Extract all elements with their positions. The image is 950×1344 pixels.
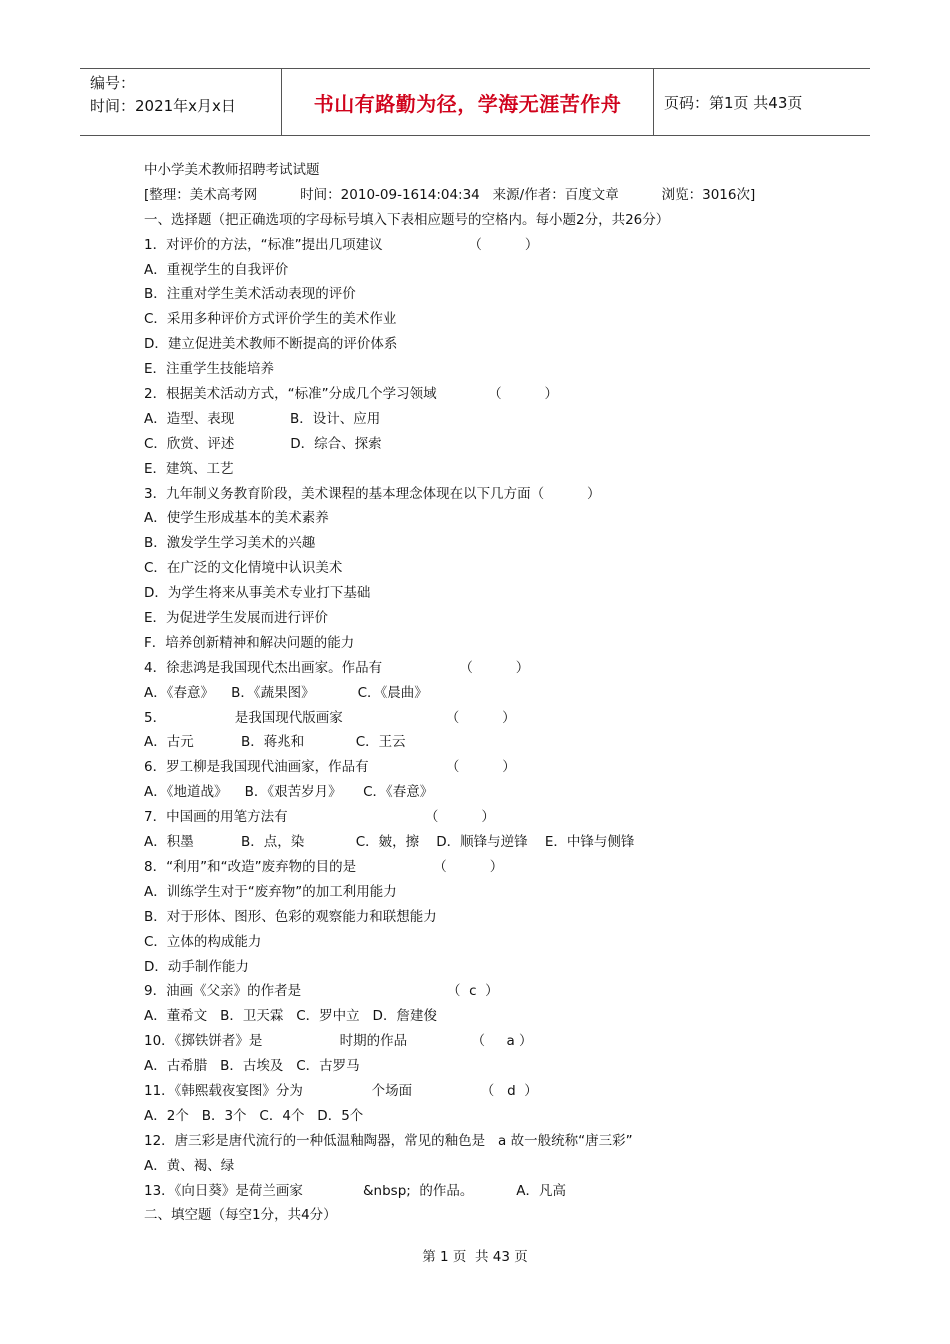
- document-line: C．欣赏、评述 D．综合、探索: [144, 435, 382, 452]
- document-line: A．《地道战》 B．《艰苦岁月》 C．《春意》: [144, 784, 434, 801]
- document-line: C．采用多种评价方式评价学生的美术作业: [144, 311, 397, 328]
- document-line: B．对于形体、图形、色彩的观察能力和联想能力: [144, 908, 437, 925]
- document-line: 2．根据美术活动方式，“标准”分成几个学习领域 （ ）: [144, 386, 558, 403]
- document-line: 1．对评价的方法，“标准”提出几项建议 （ ）: [144, 236, 539, 253]
- document-line: A．董希文 B．卫天霖 C．罗中立 D．詹建俊: [144, 1008, 437, 1025]
- document-line: C．立体的构成能力: [144, 933, 262, 950]
- document-line: 13．《向日葵》是荷兰画家 &nbsp; 的作品。 A．凡高: [144, 1182, 567, 1199]
- document-line: B．激发学生学习美术的兴趣: [144, 535, 316, 552]
- document-line: A．2个 B．3个 C．4个 D．5个: [144, 1107, 364, 1124]
- time-label: 时间：2021年x月x日: [90, 97, 236, 115]
- document-line: F．培养创新精神和解决问题的能力: [144, 634, 355, 651]
- document-line: 6．罗工柳是我国现代油画家，作品有 （ ）: [144, 759, 516, 776]
- document-line: A．《春意》 B．《蔬果图》 C．《晨曲》: [144, 684, 428, 701]
- document-line: A．积墨 B．点，染 C．皴，擦 D．顺锋与逆锋 E．中锋与侧锋: [144, 834, 635, 851]
- document-line: 11．《韩熙载夜宴图》分为 个场面 （ d ）: [144, 1082, 538, 1099]
- document-line: [整理：美术高考网 时间：2010-09-1614:04:34 来源/作者：百度文章 浏览：3016次]: [144, 186, 756, 203]
- document-line: 4．徐悲鸿是我国现代杰出画家。作品有 （ ）: [144, 659, 530, 676]
- document-line: 二、填空题（每空1分，共4分）: [144, 1207, 337, 1224]
- document-line: A．训练学生对于“废弃物”的加工利用能力: [144, 883, 397, 900]
- document-line: 8．“利用”和“改造”废弃物的目的是 （ ）: [144, 858, 504, 875]
- page-label: 页码：第1页 共43页: [664, 93, 803, 112]
- document-line: 中小学美术教师招聘考试试题: [144, 162, 320, 178]
- document-line: A．使学生形成基本的美术素养: [144, 510, 329, 527]
- header-info-cell: [80, 69, 282, 135]
- document-line: 7．中国画的用笔方法有 （ ）: [144, 809, 495, 826]
- number-label: 编号：: [90, 74, 136, 92]
- document-line: D．动手制作能力: [144, 958, 249, 975]
- page-footer: 第 1 页 共 43 页: [422, 1249, 528, 1265]
- document-line: 9．油画《父亲》的作者是 （ c ）: [144, 983, 499, 1000]
- document-line: E．注重学生技能培养: [144, 361, 275, 378]
- motto-text: 书山有路勤为径，学海无涯苦作舟: [313, 91, 622, 116]
- document-line: A．黄、褐、绿: [144, 1157, 235, 1174]
- document-line: D．建立促进美术教师不断提高的评价体系: [144, 336, 398, 353]
- document-body: [144, 158, 844, 1228]
- document-line: B．注重对学生美术活动表现的评价: [144, 286, 356, 303]
- document-line: 3．九年制义务教育阶段，美术课程的基本理念体现在以下几方面（ ）: [144, 485, 601, 502]
- document-line: 10．《掷铁饼者》是 时期的作品 （ a ）: [144, 1033, 533, 1050]
- document-line: A．造型、表现 B．设计、应用: [144, 410, 381, 427]
- page-header: [80, 68, 870, 136]
- document-line: E．建筑、工艺: [144, 460, 234, 477]
- document-line: E．为促进学生发展而进行评价: [144, 610, 329, 627]
- header-motto-cell: [282, 69, 654, 135]
- document-line: A．古希腊 B．古埃及 C．古罗马: [144, 1058, 360, 1075]
- document-line: A．古元 B．蒋兆和 C．王云: [144, 734, 406, 751]
- document-line: A．重视学生的自我评价: [144, 261, 289, 278]
- header-page-cell: [654, 69, 870, 135]
- document-line: 5． 是我国现代版画家 （ ）: [144, 709, 516, 726]
- document-line: 12．唐三彩是唐代流行的一种低温釉陶器，常见的釉色是 a 故一般统称“唐三彩”: [144, 1132, 633, 1149]
- document-line: D．为学生将来从事美术专业打下基础: [144, 585, 371, 602]
- document-line: 一、选择题（把正确选项的字母标号填入下表相应题号的空格内。每小题2分，共26分）: [144, 211, 670, 228]
- document-line: C．在广泛的文化情境中认识美术: [144, 560, 343, 577]
